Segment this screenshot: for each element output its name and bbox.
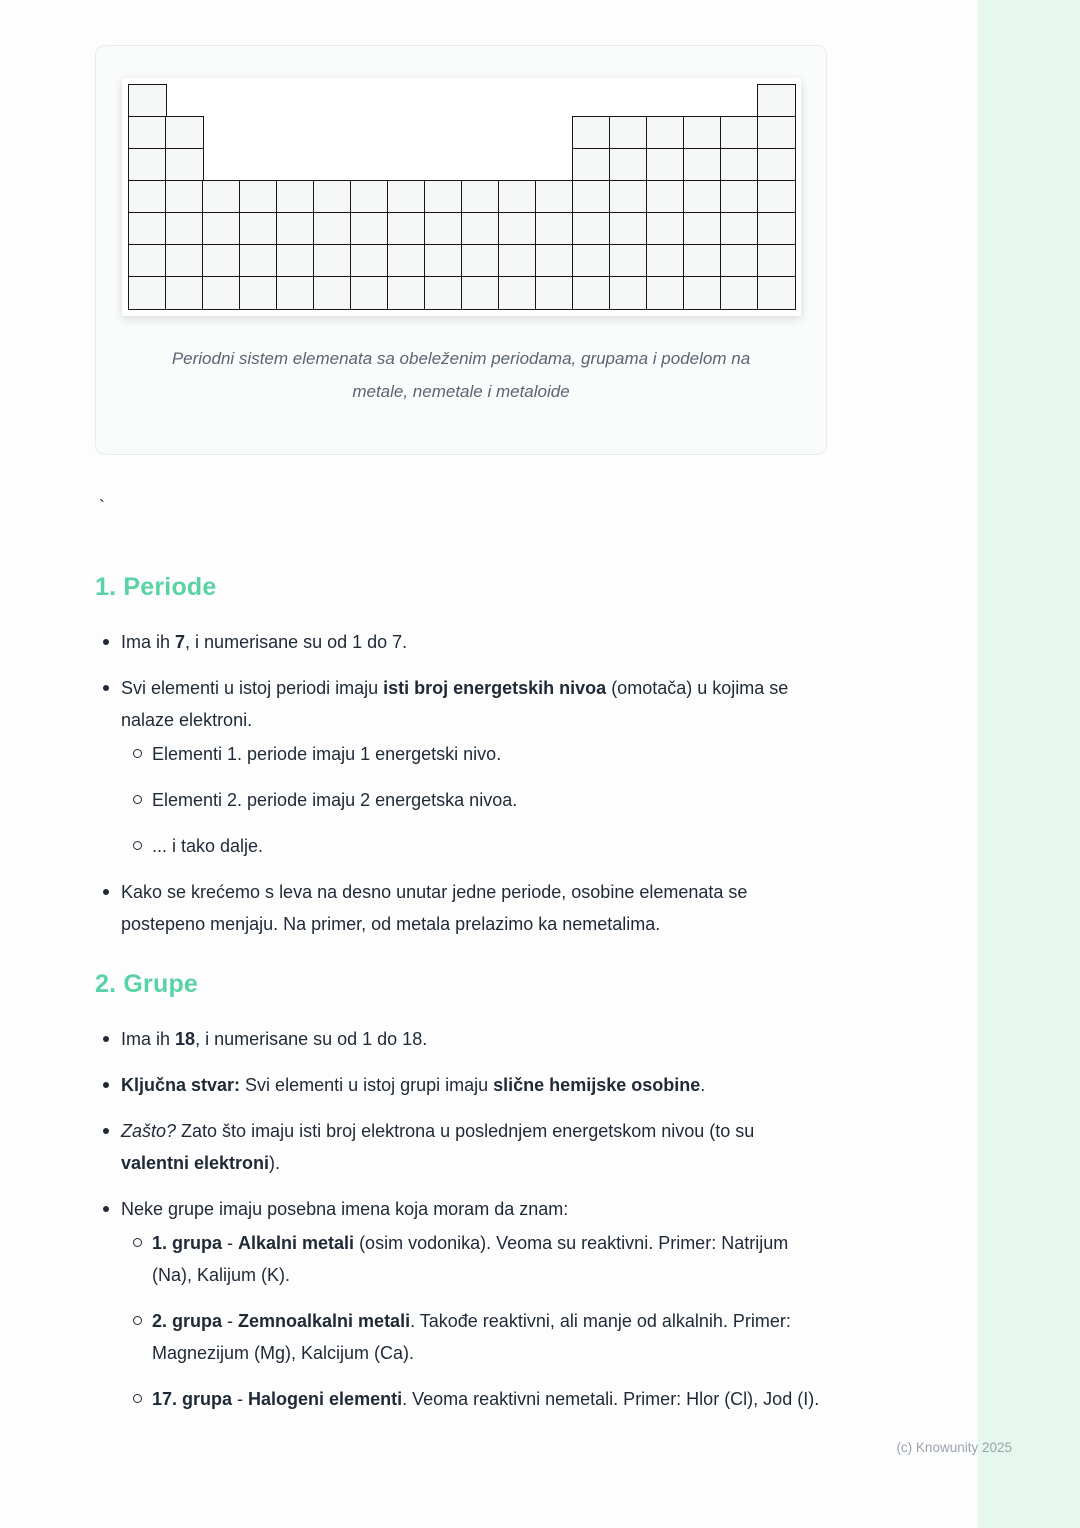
pt-cell [461, 276, 500, 310]
pt-cell [498, 276, 537, 310]
pt-cell [683, 180, 722, 214]
pt-cell [646, 180, 685, 214]
pt-cell [239, 180, 278, 214]
pt-cell [498, 180, 537, 214]
pt-cell [350, 244, 389, 278]
pt-cell [572, 116, 611, 150]
text-segment: Neke grupe imaju posebna imena koja moram da znam: [121, 1199, 569, 1219]
list-item [133, 1383, 827, 1415]
bullet-disc-icon [103, 685, 109, 691]
periodic-table-image [122, 78, 801, 316]
bullet-text [152, 830, 827, 862]
bullet-list-grupe [95, 1023, 827, 1415]
text-segment: - [232, 1389, 249, 1409]
pt-cell [683, 148, 722, 182]
pt-cell [646, 212, 685, 246]
pt-cell [387, 244, 426, 278]
pt-cell [461, 244, 500, 278]
pt-cell [609, 212, 648, 246]
pt-cell [757, 84, 796, 118]
pt-cell [683, 244, 722, 278]
text-segment: Svi elementi u istoj grupi imaju [240, 1075, 494, 1095]
pt-cell [683, 116, 722, 150]
bullet-circle-icon [133, 1238, 142, 1247]
bullet-text [152, 738, 827, 770]
section-grupe [95, 970, 827, 1415]
pt-cell [202, 276, 241, 310]
text-segment: isti broj energetskih nivoa [383, 678, 607, 698]
pt-cell [572, 244, 611, 278]
pt-cell [313, 180, 352, 214]
pt-cell [202, 212, 241, 246]
pt-cell [165, 116, 204, 150]
stray-backtick: ` [99, 497, 105, 517]
pt-cell [424, 276, 463, 310]
figure-caption-line-2: metale, nemetale i metaloide [352, 382, 570, 401]
text-segment: Halogeni elementi [248, 1389, 403, 1409]
pt-cell [128, 244, 167, 278]
bullet-text [121, 1069, 827, 1101]
bullet-text [121, 1023, 827, 1055]
copyright: (c) Knowunity 2025 [896, 1440, 1012, 1455]
bullet-text [152, 1305, 827, 1369]
text-segment: 7 [175, 632, 186, 652]
bullet-disc-icon [103, 1128, 109, 1134]
text-segment: 17. grupa [152, 1389, 233, 1409]
pt-cell [609, 180, 648, 214]
pt-cell [128, 116, 167, 150]
pt-cell [757, 212, 796, 246]
periodic-table-grid [128, 84, 795, 310]
pt-cell [757, 116, 796, 150]
bullet-body [152, 830, 827, 862]
section-title-grupe: 2. Grupe [95, 970, 199, 998]
text-segment: Ima ih [121, 632, 176, 652]
pt-cell [572, 148, 611, 182]
pt-cell [535, 180, 574, 214]
section-periode [95, 573, 827, 940]
pt-cell [720, 244, 759, 278]
bullet-circle-icon [133, 749, 142, 758]
text-segment: 2. grupa [152, 1311, 223, 1331]
bullet-text [152, 784, 827, 816]
pt-cell [313, 212, 352, 246]
bullet-disc-icon [103, 1082, 109, 1088]
pt-cell [128, 84, 167, 118]
pt-cell [535, 276, 574, 310]
text-segment: 18 [175, 1029, 196, 1049]
pt-cell [313, 244, 352, 278]
pt-cell [276, 244, 315, 278]
list-item [103, 1023, 827, 1055]
text-segment: 1. grupa [152, 1233, 223, 1253]
sub-list [133, 1227, 827, 1415]
text-segment: . [700, 1075, 706, 1095]
pt-cell [757, 244, 796, 278]
pt-cell [757, 148, 796, 182]
text-segment: . Veoma reaktivni nemetali. Primer: Hlor (Cl), Jod (I). [402, 1389, 820, 1409]
pt-cell [165, 148, 204, 182]
pt-cell [572, 212, 611, 246]
bullet-body [121, 876, 827, 940]
text-segment: Alkalni metali [238, 1233, 355, 1253]
pt-cell [165, 212, 204, 246]
bullet-disc-icon [103, 889, 109, 895]
pt-cell [535, 244, 574, 278]
pt-cell [498, 212, 537, 246]
list-item [133, 830, 827, 862]
bullet-body [152, 1305, 827, 1369]
sub-list [133, 738, 827, 862]
list-item [103, 1193, 827, 1415]
pt-cell [239, 244, 278, 278]
pt-cell [387, 180, 426, 214]
pt-cell [461, 180, 500, 214]
pt-cell [424, 244, 463, 278]
text-segment: ... i tako dalje. [152, 836, 264, 856]
bullet-body [121, 1023, 827, 1055]
pt-cell [461, 212, 500, 246]
bullet-text [121, 672, 827, 736]
text-segment: Zato što imaju isti broj elektrona u poslednjem energetskom nivou (to su [176, 1121, 755, 1141]
pt-cell [498, 244, 537, 278]
pt-cell [720, 180, 759, 214]
bullet-disc-icon [103, 1036, 109, 1042]
bullet-text [121, 626, 827, 658]
pt-cell [609, 276, 648, 310]
bullet-body [152, 738, 827, 770]
text-segment: (osim vodonika). Veoma su reaktivni. Primer: Natrijum (Na), Kalijum (K). [152, 1233, 789, 1285]
list-item [133, 738, 827, 770]
bullet-body [152, 1383, 827, 1415]
bullet-disc-icon [103, 1206, 109, 1212]
bullet-body [152, 784, 827, 816]
pt-cell [757, 276, 796, 310]
bullet-list-periode [95, 626, 827, 940]
list-item [103, 672, 827, 862]
text-segment: , i numerisane su od 1 do 7. [185, 632, 408, 652]
figure-caption-line-1: Periodni sistem elemenata sa obeleženim periodama, grupama i podelom na [171, 349, 751, 368]
text-segment: Zemnoalkalni metali [238, 1311, 411, 1331]
bullet-circle-icon [133, 795, 142, 804]
pt-cell [313, 276, 352, 310]
bullet-body [121, 672, 827, 862]
document-content [95, 45, 827, 1429]
pt-cell [683, 212, 722, 246]
pt-cell [646, 148, 685, 182]
list-item [103, 1069, 827, 1101]
pt-cell [350, 276, 389, 310]
pt-cell [720, 212, 759, 246]
text-segment: . Takođe reaktivni, ali manje od alkalnih. Primer: Magnezijum (Mg), Kalcijum (Ca). [152, 1311, 791, 1363]
pt-cell [128, 276, 167, 310]
bullet-disc-icon [103, 639, 109, 645]
list-item [133, 1305, 827, 1369]
pt-cell [535, 212, 574, 246]
pt-cell [424, 180, 463, 214]
bullet-circle-icon [133, 1394, 142, 1403]
pt-cell [720, 276, 759, 310]
bullet-circle-icon [133, 1316, 142, 1325]
bullet-text [121, 876, 827, 940]
bullet-text [121, 1115, 827, 1179]
pt-cell [165, 180, 204, 214]
bullet-circle-icon [133, 841, 142, 850]
text-segment: Elementi 1. periode imaju 1 energetski nivo. [152, 744, 502, 764]
pt-cell [276, 212, 315, 246]
pt-cell [646, 276, 685, 310]
pt-cell [202, 180, 241, 214]
page-edge-strip [978, 0, 1080, 1528]
text-segment: Zašto? [121, 1121, 177, 1141]
bullet-body [121, 1115, 827, 1179]
pt-cell [387, 212, 426, 246]
bullet-body [121, 1069, 827, 1101]
bullet-body [121, 1193, 827, 1415]
figure-card [95, 45, 827, 455]
pt-cell [424, 212, 463, 246]
text-segment: ). [269, 1153, 281, 1173]
list-item [103, 876, 827, 940]
pt-cell [720, 116, 759, 150]
pt-cell [276, 276, 315, 310]
list-item [133, 1227, 827, 1291]
text-segment: Ključna stvar: [121, 1075, 241, 1095]
pt-cell [609, 148, 648, 182]
pt-cell [609, 244, 648, 278]
pt-cell [757, 180, 796, 214]
text-segment: Ima ih [121, 1029, 176, 1049]
text-segment: slične hemijske osobine [493, 1075, 701, 1095]
pt-cell [239, 276, 278, 310]
bullet-body [121, 626, 827, 658]
pt-cell [609, 116, 648, 150]
pt-cell [239, 212, 278, 246]
pt-cell [572, 276, 611, 310]
list-item [103, 1115, 827, 1179]
pt-cell [646, 244, 685, 278]
section-title-periode: 1. Periode [95, 573, 217, 601]
pt-cell [350, 212, 389, 246]
pt-cell [128, 180, 167, 214]
list-item [133, 784, 827, 816]
pt-cell [128, 212, 167, 246]
bullet-text [152, 1383, 827, 1415]
pt-cell [165, 276, 204, 310]
bullet-text [121, 1193, 827, 1225]
pt-cell [387, 276, 426, 310]
text-segment: valentni elektroni [121, 1153, 270, 1173]
pt-cell [572, 180, 611, 214]
bullet-body [152, 1227, 827, 1291]
text-segment: Kako se krećemo s leva na desno unutar jedne periode, osobine elemenata se postepeno menjaju. Na primer, od metala prelazimo ka nemetalima. [121, 882, 748, 934]
text-segment: - [222, 1311, 239, 1331]
pt-cell [646, 116, 685, 150]
text-segment: Elementi 2. periode imaju 2 energetska nivoa. [152, 790, 518, 810]
bullet-text [152, 1227, 827, 1291]
pt-cell [128, 148, 167, 182]
text-segment: Svi elementi u istoj periodi imaju [121, 678, 384, 698]
list-item [103, 626, 827, 658]
pt-cell [683, 276, 722, 310]
pt-cell [350, 180, 389, 214]
pt-cell [202, 244, 241, 278]
pt-cell [720, 148, 759, 182]
pt-cell [165, 244, 204, 278]
figure-caption [96, 342, 826, 408]
text-segment: (omotača) u kojima se nalaze elektroni. [121, 678, 789, 730]
pt-cell [276, 180, 315, 214]
text-segment: - [222, 1233, 239, 1253]
text-segment: , i numerisane su od 1 do 18. [195, 1029, 428, 1049]
